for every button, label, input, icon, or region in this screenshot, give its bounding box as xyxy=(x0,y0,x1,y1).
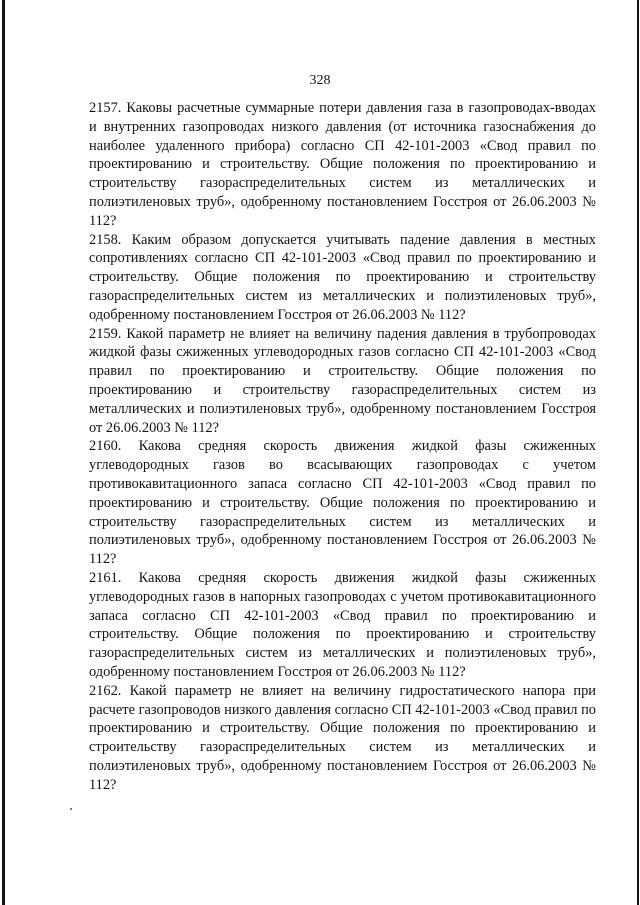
scan-border-right xyxy=(637,0,639,905)
question-2162: 2162. Какой параметр не влияет на величину гидростатического напора при расчете газопроводов низкого давления согласно СП 42-101-2003 «Свод правил по проектированию и строительству. Общие положения по проектированию и строительству газораспределительных систем из металлических и полиэтиленовых труб», одобренному постановлением Госстроя от 26.06.2003 № 112? xyxy=(89,682,596,793)
question-2157: 2157. Каковы расчетные суммарные потери давления газа в газопроводах-вводах и внутренних газопроводах низкого давления (от источника газоснабжения до наиболее удаленного прибора) согласно СП 42-101-2003 «Свод правил по проектированию и строительству. Общие положения по проектированию и строительству газораспределительных систем из металлических и полиэтиленовых труб», одобренному постановлением Госстроя от 26.06.2003 № 112? xyxy=(89,100,596,229)
scan-speck xyxy=(70,808,72,810)
question-2161: 2161. Какова средняя скорость движения жидкой фазы сжиженных углеводородных газов в напорных газопроводах с учетом противокавитационного запаса согласно СП 42-101-2003 «Свод правил по проектированию и строительству. Общие положения по проектированию и строительству газораспределительных систем из металлических и полиэтиленовых труб», одобренному постановлением Госстроя от 26.06.2003 № 112? xyxy=(89,569,596,680)
scan-border-left xyxy=(2,0,5,905)
question-list xyxy=(89,99,596,794)
question-2160: 2160. Какова средняя скорость движения жидкой фазы сжиженных углеводородных газов во всасывающих газопроводах с учетом противокавитационного запаса согласно СП 42-101-2003 «Свод правил по проектированию и строительству. Общие положения по проектированию и строительству газораспределительных систем из металлических и полиэтиленовых труб», одобренному постановлением Госстроя от 26.06.2003 № 112? xyxy=(89,438,596,568)
page-number: 328 xyxy=(309,73,331,88)
question-2158: 2158. Каким образом допускается учитывать падение давления в местных сопротивлениях согласно СП 42-101-2003 «Свод правил по проектированию и строительству. Общие положения по проектированию и строительству газораспределительных систем из металлических и полиэтиленовых труб», одобренному постановлением Госстроя от 26.06.2003 № 112? xyxy=(89,231,596,323)
question-2159: 2159. Какой параметр не влияет на величину падения давления в трубопроводах жидкой фазы сжиженных углеводородных газов согласно СП 42-101-2003 «Свод правил по проектированию и строительству. Общие положения по проектированию и строительству газораспределительных систем из металлических и полиэтиленовых труб», одобренному постановлением Госстроя от 26.06.2003 № 112? xyxy=(89,325,596,436)
